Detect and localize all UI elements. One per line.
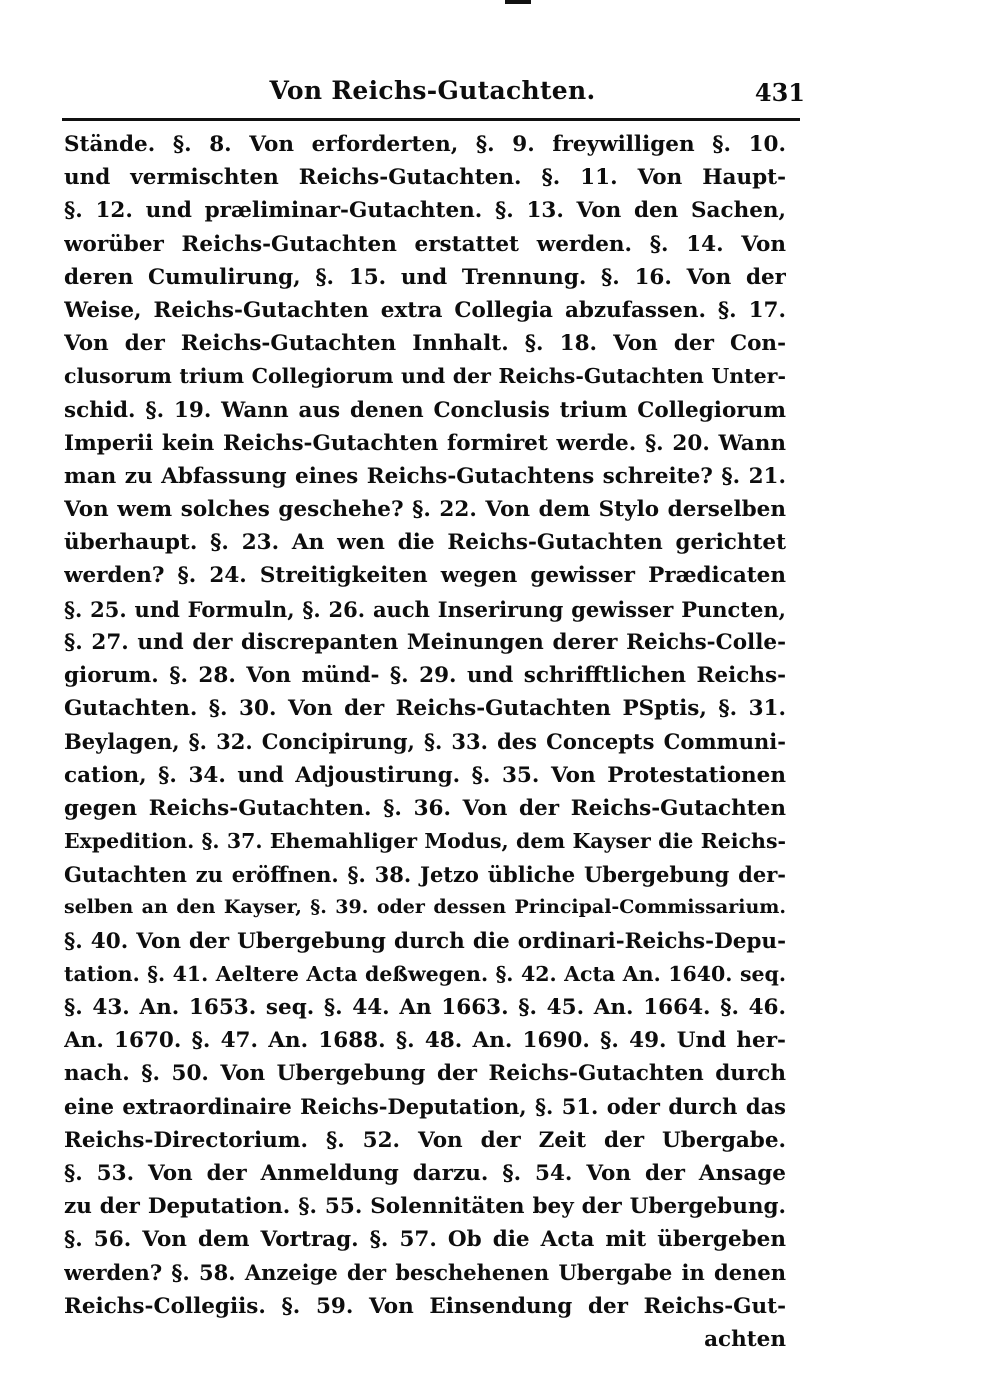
text-line: §. 40. Von der Ubergebung durch die ordinari-Reichs-Depu- bbox=[64, 928, 786, 954]
text-line: man zu Abfassung eines Reichs-Gutachtens schreite? §. 21. bbox=[64, 463, 786, 489]
text-line: zu der Deputation. §. 55. Solennitäten bey der Ubergebung. bbox=[64, 1194, 786, 1219]
page-number: 431 bbox=[754, 78, 805, 107]
text-line: schid. §. 19. Wann aus denen Conclusis trium Collegiorum bbox=[64, 397, 786, 423]
text-line: §. 53. Von der Anmeldung darzu. §. 54. Von der Ansage bbox=[64, 1160, 786, 1186]
text-line: werden? §. 24. Streitigkeiten wegen gewisser Prædicaten bbox=[64, 563, 786, 589]
page-header bbox=[60, 70, 805, 114]
text-line: cation, §. 34. und Adjoustirung. §. 35. Von Protestationen bbox=[64, 762, 786, 788]
text-line: Beylagen, §. 32. Concipirung, §. 33. des Concepts Communi- bbox=[64, 729, 786, 755]
text-line: §. 27. und der discrepanten Meinungen derer Reichs-Colle- bbox=[64, 629, 786, 655]
text-line: selben an den Kayser, §. 39. oder dessen Principal-Commissarium. bbox=[64, 896, 786, 919]
text-line: §. 56. Von dem Vortrag. §. 57. Ob die Acta mit übergeben bbox=[64, 1227, 786, 1253]
text-line: §. 25. und Formuln, §. 26. auch Inserirung gewisser Puncten, bbox=[64, 596, 786, 622]
text-line: §. 12. und præliminar-Gutachten. §. 13. Von den Sachen, bbox=[64, 198, 786, 224]
text-line: worüber Reichs-Gutachten erstattet werden. §. 14. Von bbox=[64, 231, 786, 257]
text-line: §. 43. An. 1653. seq. §. 44. An 1663. §. 45. An. 1664. §. 46. bbox=[64, 994, 786, 1020]
text-line: Stände. §. 8. Von erforderten, §. 9. freywilligen §. 10. bbox=[64, 132, 786, 157]
running-title: Von Reichs-Gutachten. bbox=[269, 76, 596, 105]
text-line: werden? §. 58. Anzeige der beschehenen Ubergabe in denen bbox=[64, 1260, 786, 1286]
text-line: giorum. §. 28. Von münd- §. 29. und schrifftlichen Reichs- bbox=[64, 663, 786, 688]
text-line: Von wem solches geschehe? §. 22. Von dem Stylo derselben bbox=[64, 497, 786, 523]
text-line: Reichs-Collegiis. §. 59. Von Einsendung der Reichs-Gut- bbox=[64, 1293, 786, 1319]
text-line: eine extraordinaire Reichs-Deputation, §. 51. oder durch das bbox=[64, 1094, 786, 1120]
text-line: An. 1670. §. 47. An. 1688. §. 48. An. 1690. §. 49. Und her- bbox=[64, 1028, 786, 1054]
text-line: Weise, Reichs-Gutachten extra Collegia abzufassen. §. 17. bbox=[64, 297, 786, 323]
catchword-line: achten bbox=[704, 1326, 786, 1352]
text-line: Gutachten. §. 30. Von der Reichs-Gutachten PSptis, §. 31. bbox=[64, 696, 786, 722]
top-edge-mark bbox=[505, 0, 531, 4]
text-line: Reichs-Directorium. §. 52. Von der Zeit der Ubergabe. bbox=[64, 1127, 786, 1153]
text-line: deren Cumulirung, §. 15. und Trennung. §. 16. Von der bbox=[64, 264, 786, 290]
text-line: und vermischten Reichs-Gutachten. §. 11. Von Haupt- bbox=[64, 165, 786, 191]
text-line: Expedition. §. 37. Ehemahliger Modus, dem Kayser die Reichs- bbox=[64, 828, 786, 853]
body-text bbox=[64, 128, 786, 1356]
text-line: überhaupt. §. 23. An wen die Reichs-Gutachten gerichtet bbox=[64, 530, 786, 556]
text-line: gegen Reichs-Gutachten. §. 36. Von der Reichs-Gutachten bbox=[64, 795, 786, 821]
text-line: Gutachten zu eröffnen. §. 38. Jetzo übliche Ubergebung der- bbox=[64, 862, 786, 888]
text-line: clusorum trium Collegiorum und der Reichs-Gutachten Unter- bbox=[64, 364, 786, 389]
text-line: Imperii kein Reichs-Gutachten formiret werde. §. 20. Wann bbox=[64, 430, 786, 456]
text-line: tation. §. 41. Aeltere Acta deßwegen. §. 42. Acta An. 1640. seq. bbox=[64, 961, 786, 986]
text-line: nach. §. 50. Von Ubergebung der Reichs-Gutachten durch bbox=[64, 1061, 786, 1087]
header-rule bbox=[62, 118, 800, 121]
text-line: Von der Reichs-Gutachten Innhalt. §. 18. Von der Con- bbox=[64, 331, 786, 357]
